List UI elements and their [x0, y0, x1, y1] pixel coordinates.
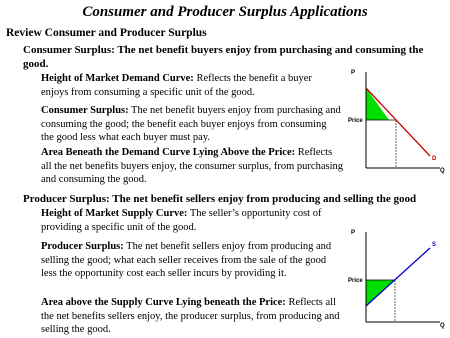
- price-label: Price: [348, 278, 363, 284]
- consumer-surplus-paragraph: [41, 104, 341, 145]
- paragraph-text: Reflects all the net benefits buyers enjoy, the consumer surplus, from purchasing and consuming the good.: [41, 147, 343, 185]
- price-label: Price: [348, 118, 363, 124]
- paragraph-term: Area above the Supply Curve Lying beneath the Price:: [41, 297, 286, 308]
- paragraph-text: The seller’s opportunity cost of providing a specific unit of the good.: [41, 208, 322, 233]
- demand-curve-height-paragraph: [41, 72, 341, 99]
- supply-curve-height-paragraph: [41, 207, 341, 234]
- q-axis-label: Q: [440, 168, 445, 174]
- page-title: Consumer and Producer Surplus Applications: [82, 4, 368, 20]
- producer-surplus-paragraph: [41, 240, 341, 281]
- producer-surplus-graph: [342, 224, 446, 334]
- paragraph-text: Reflects all the net benefits sellers enjoy, the producer surplus, from producing and selling the good.: [41, 297, 340, 335]
- paragraph-term: Height of Market Demand Curve:: [41, 73, 194, 84]
- demand-label: D: [432, 156, 437, 162]
- review-heading: Review Consumer and Producer Surplus: [6, 27, 207, 39]
- paragraph-term: Consumer Surplus:: [41, 105, 129, 116]
- paragraph-term: Producer Surplus:: [41, 241, 124, 252]
- demand-curve: [366, 88, 430, 156]
- q-axis-label: Q: [440, 323, 445, 329]
- consumer-surplus-heading: Consumer Surplus: The net benefit buyers enjoy from purchasing and consuming the good.: [23, 44, 424, 70]
- p-axis-label: P: [351, 70, 356, 76]
- paragraph-text: Reflects the benefit a buyer enjoys from consuming a specific unit of the good.: [41, 73, 312, 98]
- paragraph-text: The net benefit buyers enjoy from purchasing and consuming the good; the benefit each buyer enjoys from consuming the good less what each buyer must pay.: [41, 105, 341, 143]
- area-above-supply-paragraph: [41, 296, 341, 337]
- consumer-surplus-graph: [342, 64, 446, 176]
- paragraph-term: Area Beneath the Demand Curve Lying Above the Price:: [41, 147, 296, 158]
- paragraph-term: Height of Market Supply Curve:: [41, 208, 188, 219]
- consumer-surplus-area: [366, 88, 389, 120]
- p-axis-label: P: [351, 230, 356, 236]
- supply-curve: [366, 248, 430, 306]
- paragraph-text: The net benefit sellers enjoy from producing and selling the good; what each seller receives from the sale of the good less the opportunity cost each seller incurs by providing it.: [41, 241, 332, 279]
- supply-label: S: [432, 242, 437, 248]
- area-below-demand-paragraph: [41, 146, 343, 187]
- producer-surplus-heading: Producer Surplus: The net benefit sellers enjoy from producing and selling the good: [23, 193, 417, 205]
